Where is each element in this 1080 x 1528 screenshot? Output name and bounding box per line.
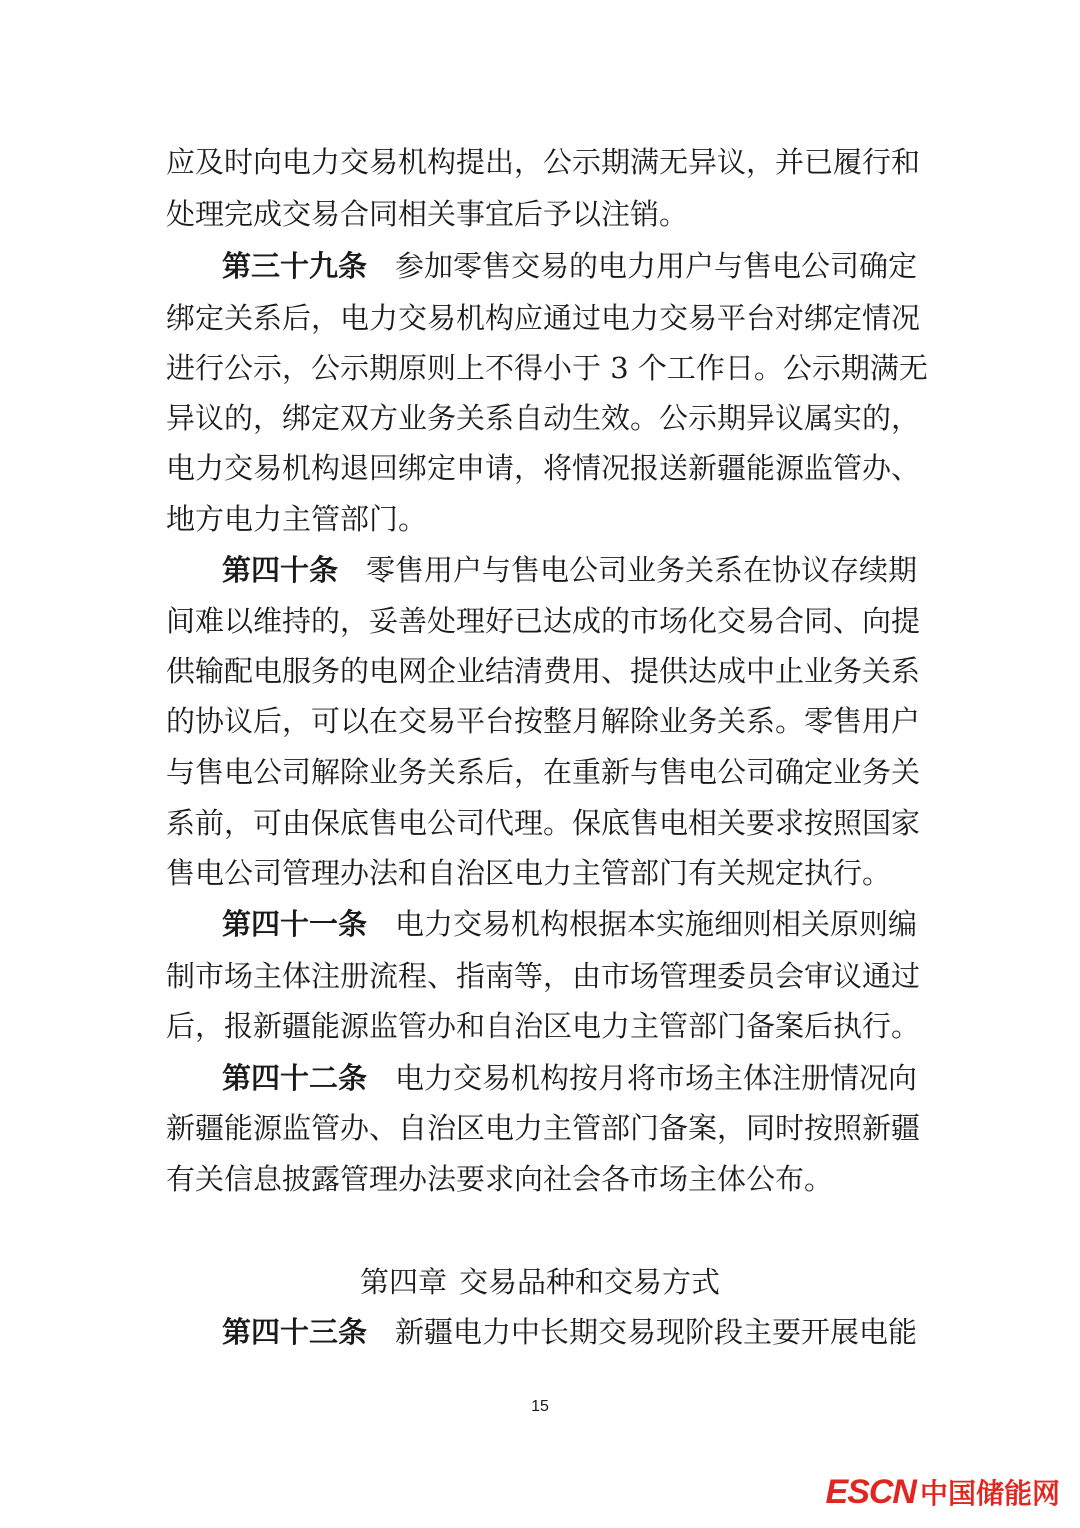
body-line	[166, 188, 916, 240]
body-line	[166, 136, 921, 188]
line-text: 进行公示，公示期原则上不得小于 3 个工作日。公示期满无	[166, 351, 928, 385]
body-line	[166, 1102, 921, 1154]
line-text: 新疆电力中长期交易现阶段主要开展电能	[395, 1315, 918, 1349]
escn-logo	[826, 1470, 1060, 1514]
line-text: 异议的，绑定双方业务关系自动生效。公示期异议属实的，	[166, 401, 921, 435]
logo-brand-text: ESCN	[825, 1473, 916, 1511]
body-line	[166, 1000, 921, 1052]
body-line	[166, 342, 928, 394]
article-39-heading-line	[222, 240, 916, 292]
logo-site-name: 中国储能网	[919, 1477, 1060, 1510]
line-text: 制市场主体注册流程、指南等，由市场管理委员会审议通过	[166, 959, 921, 993]
article-42-heading-line	[222, 1052, 916, 1104]
line-text: 绑定关系后，电力交易机构应通过电力交易平台对绑定情况	[166, 301, 921, 335]
article-label: 第三十九条	[222, 249, 368, 283]
line-text: 系前，可由保底售电公司代理。保底售电相关要求按照国家	[166, 806, 921, 840]
line-text: 应及时向电力交易机构提出，公示期满无异议，并已履行和	[166, 145, 921, 179]
body-line	[166, 695, 921, 747]
chapter-title: 交易品种和交易方式	[459, 1265, 721, 1299]
line-text: 零售用户与售电公司业务关系在协议存续期	[366, 553, 918, 587]
body-line	[166, 442, 921, 494]
body-line	[166, 950, 921, 1002]
article-43-heading-line	[222, 1306, 916, 1358]
line-text: 参加零售交易的电力用户与售电公司确定	[395, 249, 918, 283]
body-line	[166, 493, 916, 545]
article-41-heading-line	[222, 898, 916, 950]
line-text: 间难以维持的，妥善处理好已达成的市场化交易合同、向提	[166, 604, 921, 638]
article-40-heading-line	[222, 544, 916, 596]
body-line	[166, 292, 921, 344]
body-line	[166, 392, 921, 444]
chapter-number: 第四章	[359, 1265, 447, 1299]
line-text: 后，报新疆能源监管办和自治区电力主管部门备案后执行。	[166, 1009, 921, 1043]
article-label: 第四十一条	[222, 907, 368, 941]
chapter-heading	[0, 1256, 1080, 1308]
line-text: 电力交易机构根据本实施细则相关原则编	[395, 907, 918, 941]
line-text: 有关信息披露管理办法要求向社会各市场主体公布。	[166, 1162, 834, 1196]
line-text: 与售电公司解除业务关系后，在重新与售电公司确定业务关	[166, 755, 921, 789]
body-line	[166, 797, 921, 849]
body-line	[166, 595, 921, 647]
body-line	[166, 847, 916, 899]
article-label: 第四十三条	[222, 1315, 368, 1349]
body-line	[166, 645, 921, 697]
line-text: 售电公司管理办法和自治区电力主管部门有关规定执行。	[166, 856, 892, 890]
line-text: 电力交易机构退回绑定申请，将情况报送新疆能源监管办、	[166, 451, 921, 485]
line-text: 处理完成交易合同相关事宜后予以注销。	[166, 197, 689, 231]
article-label: 第四十二条	[222, 1061, 368, 1095]
body-line	[166, 746, 921, 798]
line-text: 的协议后，可以在交易平台按整月解除业务关系。零售用户	[166, 704, 921, 738]
line-text: 供输配电服务的电网企业结清费用、提供达成中止业务关系	[166, 654, 921, 688]
line-text: 新疆能源监管办、自治区电力主管部门备案，同时按照新疆	[166, 1111, 921, 1145]
article-label: 第四十条	[222, 553, 339, 587]
line-text: 地方电力主管部门。	[166, 502, 428, 536]
page-number: 15	[531, 1398, 549, 1415]
body-line	[166, 1153, 916, 1205]
line-text: 电力交易机构按月将市场主体注册情况向	[395, 1061, 918, 1095]
